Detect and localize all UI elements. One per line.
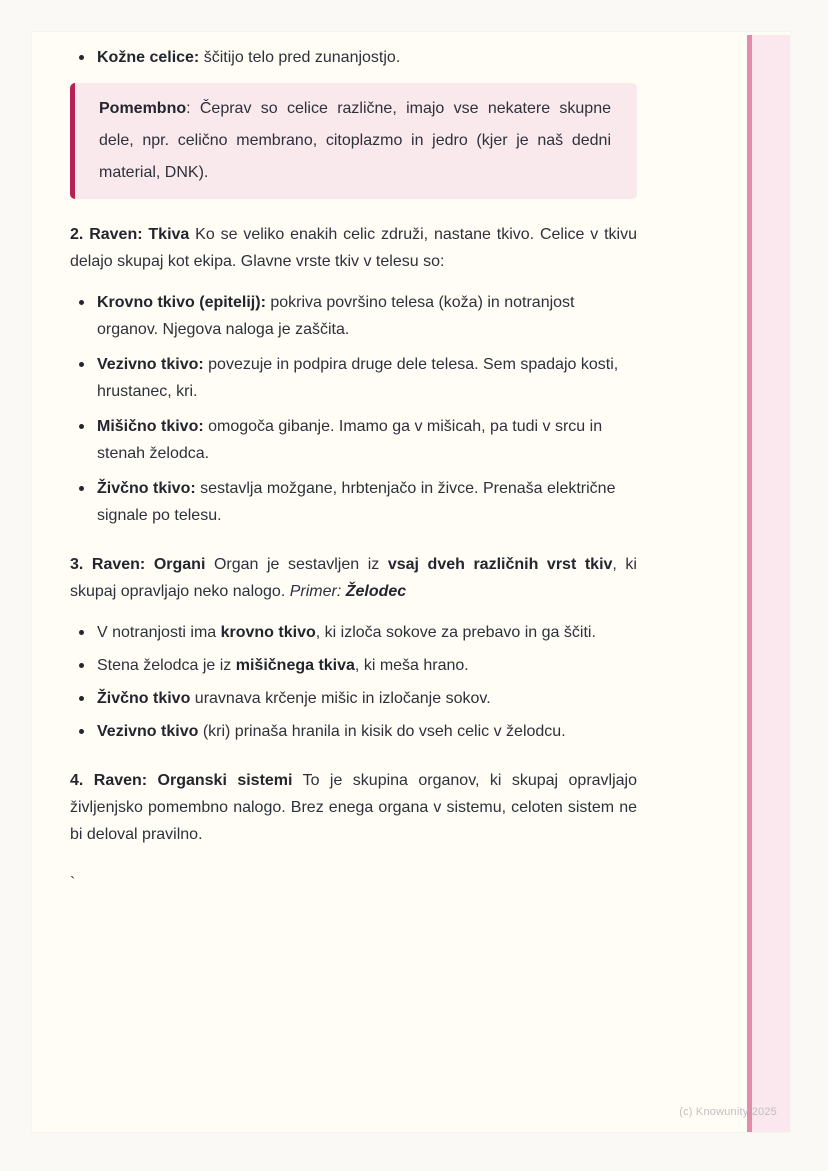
list-item-text <box>97 718 637 745</box>
section-organs-heading: 3. Raven: Organi <box>70 556 206 573</box>
section-tissues-paragraph <box>70 221 637 275</box>
stripe-accent-line <box>747 35 752 1132</box>
list-item-text <box>97 44 637 71</box>
list-item <box>70 619 637 646</box>
list-item-text <box>97 289 637 343</box>
stray-character: ` <box>70 875 76 892</box>
stomach-example-list <box>70 619 637 745</box>
list-item-text <box>97 685 637 712</box>
list-item-text <box>97 619 637 646</box>
section-organ-systems-heading: 4. Raven: Organski sistemi <box>70 772 293 789</box>
example-label: Primer: <box>289 583 346 600</box>
section-organs-paragraph <box>70 551 637 605</box>
section-tissues-body: Ko se veliko enakih celic združi, nastane tkivo. Celice v tkivu delajo skupaj kot ekipa. Glavne vrste tkiv v telesu so: <box>70 226 638 270</box>
bullet-dot <box>79 300 84 305</box>
tissue-types-list <box>70 289 637 529</box>
callout-text <box>99 93 611 189</box>
cells-list <box>70 44 637 71</box>
bullet-dot <box>79 729 84 734</box>
list-item <box>70 475 637 529</box>
bullet-dot <box>79 630 84 635</box>
list-item-lead: Živčno tkivo: <box>97 480 196 497</box>
section-tissues-heading: 2. Raven: Tkiva <box>70 226 190 243</box>
list-item <box>70 718 637 745</box>
list-item-post: , ki meša hrano. <box>354 657 469 674</box>
list-item-emphasis: Živčno tkivo <box>97 690 191 707</box>
list-item <box>70 351 637 405</box>
list-item-emphasis: mišičnega tkiva <box>235 657 355 674</box>
list-item <box>70 652 637 679</box>
list-item-post: (kri) prinaša hranila in kisik do vseh celic v želodcu. <box>198 723 566 740</box>
list-item-text <box>97 652 637 679</box>
list-item-pre: Stena želodca je iz <box>97 657 236 674</box>
list-item-body: sestavlja možgane, hrbtenjačo in živce. Prenaša električne signale po telesu. <box>97 480 616 524</box>
list-item <box>70 289 637 343</box>
bullet-dot <box>79 362 84 367</box>
bullet-dot <box>79 663 84 668</box>
section-organ-systems-body: To je skupina organov, ki skupaj opravljajo življenjsko pomembno nalogo. Brez enega organa v sistemu, celoten sistem ne bi deloval pravilno. <box>70 772 637 843</box>
example-name: Želodec <box>345 583 407 600</box>
bullet-dot <box>79 486 84 491</box>
list-item-text <box>97 351 637 405</box>
list-item-post: , ki izloča sokove za prebavo in ga ščiti. <box>315 624 596 641</box>
list-item-body: omogoča gibanje. Imamo ga v mišicah, pa tudi v srcu in stenah želodca. <box>97 418 603 462</box>
important-callout <box>70 83 637 199</box>
list-item-lead: Kožne celice: <box>97 49 200 66</box>
list-item <box>70 44 637 71</box>
bullet-dot <box>79 55 84 60</box>
callout-body: : Čeprav so celice različne, imajo vse nekatere skupne dele, npr. celično membrano, citoplazmo in jedro (kjer je naš dedni material, DNK). <box>99 100 611 181</box>
copyright-watermark: (c) Knowunity 2025 <box>679 1106 777 1118</box>
section-organs-emphasis: vsaj dveh različnih vrst tkiv <box>387 556 613 573</box>
list-item-emphasis: Vezivno tkivo <box>97 723 199 740</box>
bullet-dot <box>79 424 84 429</box>
list-item-body: ščitijo telo pred zunanjostjo. <box>199 49 401 66</box>
page-edge-stripe <box>747 35 790 1132</box>
list-item-body: pokriva površino telesa (koža) in notranjost organov. Njegova naloga je zaščita. <box>97 294 575 338</box>
list-item-lead: Mišično tkivo: <box>97 418 204 435</box>
list-item-body: povezuje in podpira druge dele telesa. Sem spadajo kosti, hrustanec, kri. <box>97 356 619 400</box>
section-organs-body2: , ki skupaj opravljajo neko nalogo. <box>70 556 637 600</box>
list-item <box>70 685 637 712</box>
list-item-text <box>97 475 637 529</box>
section-organ-systems-paragraph <box>70 767 637 848</box>
list-item-text <box>97 413 637 467</box>
page-content <box>32 32 637 897</box>
list-item-lead: Vezivno tkivo: <box>97 356 204 373</box>
callout-lead: Pomembno <box>99 100 187 117</box>
section-organs-body: Organ je sestavljen iz <box>205 556 388 573</box>
list-item-emphasis: krovno tkivo <box>220 624 316 641</box>
list-item-lead: Krovno tkivo (epitelij): <box>97 294 266 311</box>
list-item-post: uravnava krčenje mišic in izločanje sokov. <box>190 690 491 707</box>
list-item <box>70 413 637 467</box>
document-page <box>32 32 790 1132</box>
bullet-dot <box>79 696 84 701</box>
list-item-pre: V notranjosti ima <box>97 624 221 641</box>
